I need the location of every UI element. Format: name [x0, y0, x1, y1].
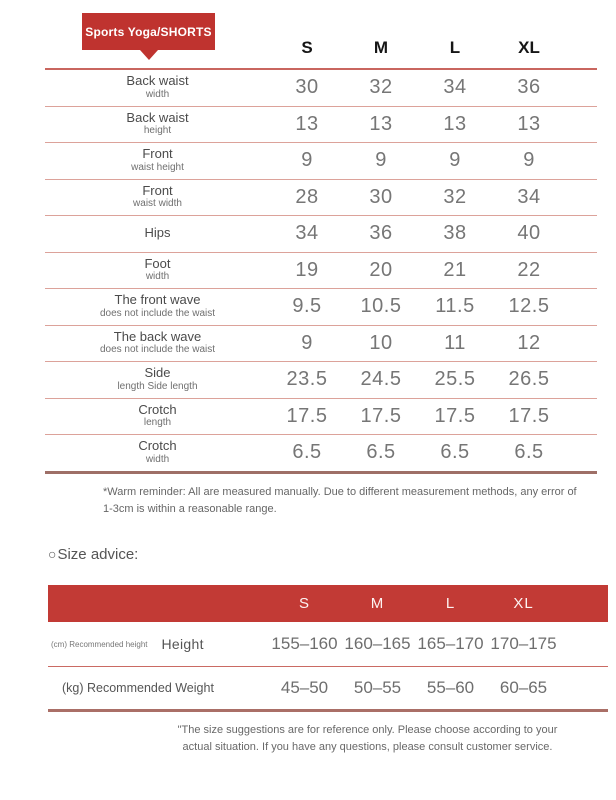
cell-value: 23.5 — [286, 368, 328, 391]
cell-value: 30 — [295, 76, 319, 99]
row-sublabel: width — [145, 88, 170, 100]
cell-value: 25.5 — [434, 368, 476, 391]
row-label: The front wave — [114, 292, 201, 308]
cell-value: 36 — [369, 222, 393, 245]
cell-value: 34 — [443, 76, 467, 99]
row-sublabel: does not include the waist — [99, 344, 216, 356]
row-label: Side — [144, 365, 171, 381]
circle-icon: ○ — [48, 546, 57, 562]
size-header-l: L — [449, 38, 461, 57]
cell-value: 19 — [295, 258, 319, 281]
table-row-back-waist-height — [45, 107, 597, 144]
cell-value: 24.5 — [360, 368, 402, 391]
table-row-back-wave — [45, 326, 597, 363]
row-sublabel: width — [145, 453, 170, 465]
cell-value: 12.5 — [508, 295, 550, 318]
recommended-weight-row — [48, 667, 608, 712]
cell-value: 17.5 — [434, 404, 476, 427]
weight-label: (kg) Recommended Weight — [62, 681, 214, 695]
recommended-height-row — [48, 622, 608, 667]
cell-value: 170–175 — [490, 634, 557, 653]
size-header-s: S — [301, 38, 313, 57]
cell-value: 30 — [369, 185, 393, 208]
row-label: Hips — [144, 225, 171, 241]
cell-value: 60–65 — [499, 678, 548, 697]
row-sublabel: waist width — [133, 198, 182, 210]
table-row-crotch-width — [45, 435, 597, 474]
cell-value: 17.5 — [286, 404, 328, 427]
cell-value: 38 — [443, 222, 467, 245]
cell-value: 11 — [444, 331, 466, 354]
row-label: Crotch — [138, 438, 177, 454]
cell-value: 13 — [369, 112, 393, 135]
size-suggestion-note: "The size suggestions are for reference only. Please choose according to your actual situation. If you have any questions, please consult customer service. — [177, 724, 558, 754]
table-row-back-waist-width — [45, 70, 597, 107]
cell-value: 34 — [517, 185, 541, 208]
size-advice-table — [48, 585, 608, 712]
cell-value: 34 — [295, 222, 319, 245]
cell-value: 32 — [369, 76, 393, 99]
advice-header-m: M — [370, 595, 385, 612]
cell-value: 28 — [295, 185, 319, 208]
height-label: Height — [161, 636, 204, 652]
cell-value: 6.5 — [292, 441, 322, 464]
size-header-xl: XL — [518, 38, 540, 57]
cell-value: 12 — [517, 331, 541, 354]
advice-header-xl: XL — [513, 595, 534, 612]
product-label-text: Sports Yoga/SHORTS — [85, 24, 212, 39]
cell-value: 10 — [369, 331, 393, 354]
row-label: The back wave — [113, 328, 202, 344]
size-advice-header-row — [48, 585, 608, 622]
cell-value: 55–60 — [426, 678, 475, 697]
cell-value: 32 — [443, 185, 467, 208]
size-header-row — [45, 0, 597, 70]
cell-value: 17.5 — [508, 404, 550, 427]
cell-value: 26.5 — [508, 368, 550, 391]
row-label: Front — [142, 146, 173, 162]
row-label: Back waist — [126, 73, 189, 89]
cell-value: 160–165 — [344, 634, 411, 653]
cell-value: 21 — [443, 258, 467, 281]
advice-header-l: L — [445, 595, 456, 612]
size-header-m: M — [373, 38, 389, 57]
cell-value: 9 — [301, 149, 313, 172]
cell-value: 9 — [301, 331, 313, 354]
table-row-front-wave — [45, 289, 597, 326]
row-label: Crotch — [138, 401, 177, 417]
cell-value: 165–170 — [417, 634, 484, 653]
cell-value: 17.5 — [360, 404, 402, 427]
table-row-crotch-length — [45, 399, 597, 436]
size-advice-heading-text: Size advice: — [57, 546, 139, 563]
row-label: Front — [142, 182, 173, 198]
cell-value: 22 — [517, 258, 541, 281]
cell-value: 10.5 — [360, 295, 402, 318]
warm-reminder-note: *Warm reminder: All are measured manually. Due to different measurement methods, any error of 1-3cm is within a reasonable range. — [103, 486, 577, 515]
cell-value: 6.5 — [366, 441, 396, 464]
cell-value: 155–160 — [271, 634, 338, 653]
table-row-side-length — [45, 362, 597, 399]
height-unit-label: (cm) Recommended height — [51, 639, 148, 649]
cell-value: 45–50 — [280, 678, 329, 697]
row-sublabel: length — [143, 417, 172, 429]
cell-value: 13 — [295, 112, 319, 135]
cell-value: 50–55 — [353, 678, 402, 697]
row-sublabel: width — [145, 271, 170, 283]
cell-value: 40 — [517, 222, 541, 245]
table-row-front-waist-width — [45, 180, 597, 217]
cell-value: 9.5 — [292, 295, 322, 318]
cell-value: 9 — [375, 149, 387, 172]
cell-value: 13 — [443, 112, 467, 135]
row-label: Back waist — [126, 109, 189, 125]
row-sublabel: length Side length — [117, 380, 198, 392]
cell-value: 20 — [369, 258, 393, 281]
cell-value: 13 — [517, 112, 541, 135]
row-label: Foot — [144, 255, 171, 271]
advice-header-s: S — [298, 595, 310, 612]
table-row-hips — [45, 216, 597, 253]
measurement-table — [45, 0, 597, 474]
cell-value: 9 — [449, 149, 461, 172]
cell-value: 9 — [523, 149, 535, 172]
cell-value: 11.5 — [435, 295, 475, 318]
cell-value: 6.5 — [440, 441, 470, 464]
cell-value: 36 — [517, 76, 541, 99]
row-sublabel: does not include the waist — [99, 307, 216, 319]
row-sublabel: height — [143, 125, 172, 137]
table-row-foot-width — [45, 253, 597, 290]
table-row-front-waist-height — [45, 143, 597, 180]
size-advice-heading — [48, 546, 138, 563]
row-sublabel: waist height — [131, 161, 184, 173]
cell-value: 6.5 — [514, 441, 544, 464]
